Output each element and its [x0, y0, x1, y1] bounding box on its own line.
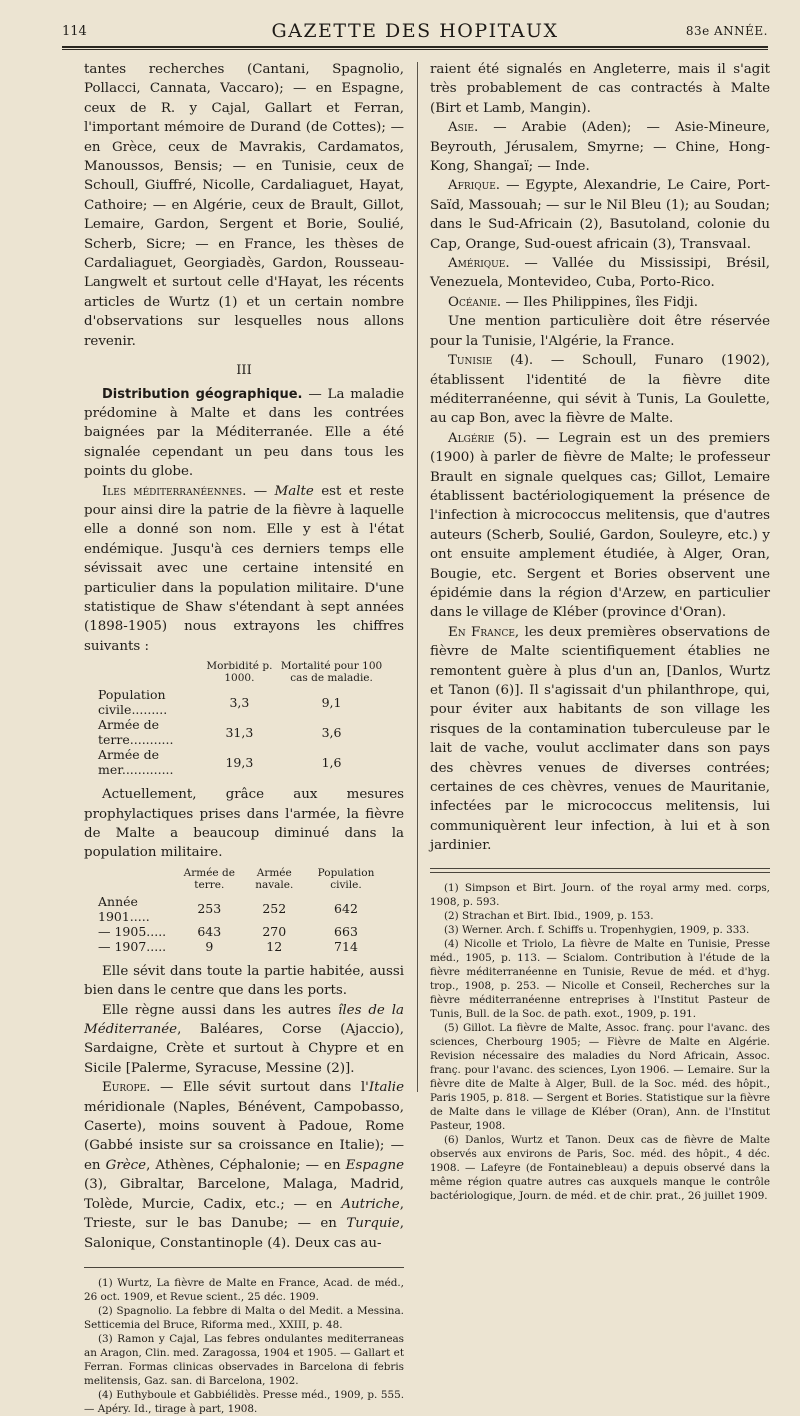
- table-row: Année 1901..... 253 252 642: [98, 893, 358, 924]
- footnote: (4) Nicolle et Triolo, La fièvre de Malte en Tunisie, Presse méd., 1905, p. 113. — Scialom. Contribution à l'étude de la fièvre méditerranéenne en Tunisie, Revue de méd. et d'hyg. trop., 1908, p. 253. — Nicolle et Conseil, Recherches sur la fièvre méditerranéenne entreprises à l'Institut Pasteur de Tunis, Bull. de la Soc. de path. exot., 1909, p. 191.: [430, 937, 770, 1020]
- subsection-lead: Océanie.: [448, 294, 502, 310]
- paragraph: Océanie. — Iles Philippines, îles Fidji.: [448, 294, 699, 310]
- paragraph: Elle sévit dans toute la partie habitée, aussi bien dans le centre que dans les ports.: [84, 963, 404, 999]
- paragraph: Amérique. — Vallée du Mississipi, Brésil, Venezuela, Montevideo, Cuba, Porto-Rico.: [430, 256, 770, 291]
- table-row: Armée de terre........... 31,3 3,6: [98, 717, 342, 748]
- paragraph: Asie. — Arabie (Aden); — Asie-Mineure, Beyrouth, Jérusalem, Smyrne; — Chine, Hong-Kong, Shangaï; — Inde.: [430, 120, 770, 175]
- paragraph: Europe. — Elle sévit surtout dans l'Italie méridionale (Naples, Bénévent, Campobasso, Caserte), moins souvent à Padoue, Rome (Gabbé insiste sur sa croissance en Italie); — en Grèce, Athènes, Céphalonie; — en Espagne (3), Gibraltar, Barcelone, Malaga, Madrid, Tolède, Murcie, Cadix, etc.; — en Autriche, Trieste, sur le bas Danube; — en Turquie, Salonique, Constantinople (4). Deux cas au-: [84, 1080, 404, 1251]
- footnote: (2) Spagnolio. La febbre di Malta o del Medit. a Messina. Setticemia del Bruce, Riforma med., XXIII, p. 48.: [84, 1304, 404, 1331]
- footnotes: [430, 881, 770, 1203]
- paragraph: Afrique. — Egypte, Alexandrie, Le Caire, Port-Saïd, Massouah; — sur le Nil Bleu (1); au Soudan; dans le Sud-Africain (2), Basutoland, colonie du Cap, Orange, Sud-ouest africain (3), Transvaal.: [430, 178, 770, 252]
- paragraph: En France, les deux premières observations de fièvre de Malte scientifiquement établies ne remontent guère à plus d'un an, [Danlos, Wurtz et Tanon (6)]. Il s'agissait d'un philanthrope, qui, pour éviter aux habitants de son village les risques de la contamination tuberculeuse par le lait de vache, voulut acclimater dans son pays des chèvres venues de diverses contrées; certaines de ces chèvres, venues de Mauritanie, infectées par le micrococcus melitensis, lui communiquèrent leur infection, à lui et à son jardinier.: [430, 624, 770, 854]
- paragraph: tantes recherches (Cantani, Spagnolio, Pollacci, Cannata, Vaccaro); — en Espagne, ceux de R. y Cajal, Gallart et Ferran, l'important mémoire de Durand (de Cottes); — en Grèce, ceux de Mavrakis, Cardamatos, Manoussos, Bensis; — en Tunisie, ceux de Schoull, Giuffré, Nicolle, Cardaliaguet, Hayat, Cathoire; — en Algérie, ceux de Brault, Gillot, Lemaire, Gardon, Sergent et Borie, Soulié, Scherb, Sicre; — en France, les thèses de Cardaliaguet, Georgiadès, Gardon, Rousseau-Langwelt et surtout celle d'Hayat, les récents articles de Wurtz (1) et un certain nombre d'observations sur lesquelles nous allons revenir.: [84, 62, 404, 349]
- table-row: — 1905..... 643 270 663: [98, 923, 358, 939]
- page-header: [62, 18, 768, 44]
- section-number: III: [236, 363, 252, 379]
- paragraph: Algérie (5). — Legrain est un des premiers (1900) à parler de fièvre de Malte; le professeur Brault en signale quelques cas; Gillot, Lemaire établissent bactériologiquement la présence de l'infection à micrococcus melitensis, que d'autres auteurs (Scherb, Soulié, Gardon, Souleyre, etc.) y ont ensuite amplement étudiée, à Alger, Oran, Bougie, etc. Sergent et Bories observent une épidémie dans la région d'Arzew, en particulier dans le village de Kléber (province d'Oran).: [430, 430, 770, 621]
- footnote: (2) Strachan et Birt. Ibid., 1909, p. 153.: [444, 909, 654, 922]
- right-column: [430, 60, 770, 1203]
- volume-year: 83e ANNÉE.: [685, 24, 768, 38]
- cases-by-year-table: Armée de terre. Armée navale. Population civile. Année 1901..... 253 252 642 — 1905..... 643 270 663 — 1907..... 9 12 714: [96, 867, 386, 954]
- subsection-lead: Iles méditerranéennes.: [102, 483, 247, 499]
- footnote: (4) Euthyboule et Gabbiélidès. Presse méd., 1909, p. 555. — Apéry. Id., tirage à part, 1908.: [84, 1388, 404, 1415]
- subsection-lead: Europe.: [102, 1080, 151, 1096]
- paragraph: Actuellement, grâce aux mesures prophylactiques prises dans l'armée, la fièvre de Malte a beaucoup diminué dans la population militaire.: [84, 787, 404, 861]
- footnote-rule: [430, 868, 770, 873]
- subsection-lead: Asie.: [448, 120, 479, 136]
- footnote: (6) Danlos, Wurtz et Tanon. Deux cas de fièvre de Malte observés aux environs de Paris, Soc. méd. des hôpit., 4 déc. 1908. — Lafeyre (de Fontainebleau) a depuis observé dans la même région quatre autres cas auxquels manque le contrôle bactériologique, Journ. de méd. et de chir. prat., 26 juillet 1909.: [430, 1133, 770, 1202]
- journal-title: GAZETTE DES HOPITAUX: [271, 20, 559, 42]
- footnote: (5) Gillot. La fièvre de Malte, Assoc. franç. pour l'avanc. des sciences, Cherbourg 1905; — Fièvre de Malte en Algérie. Revision nécessaire des maladies du Nord Africain, Assoc. franç. pour l'avanc. des sciences, Lyon 1906. — Lemaire. Sur la fièvre dite de Malte à Alger, Bull. de la Soc. méd. des hôpit., Paris 1905, p. 818. — Sergent et Bories. Statistique sur la fièvre de Malte dans le village de Kléber (Oran), Ann. de l'Institut Pasteur, 1908.: [430, 1021, 770, 1132]
- morbidity-table: Morbidité p. 1000. Mortalité pour 100 cas de maladie. Population civile......... 3,3 9,1 Armée de terre........... 31,3 3,6 Armée de mer............. 19,3 1,6: [96, 660, 386, 777]
- subsection-lead: Afrique.: [448, 178, 501, 194]
- footnote-rule: [84, 1267, 404, 1268]
- footnote: (1) Wurtz, La fièvre de Malte en France, Acad. de méd., 26 oct. 1909, et Revue scient., 25 déc. 1909.: [84, 1276, 404, 1303]
- footnote: (3) Ramon y Cajal, Las febres ondulantes mediterraneas an Aragon, Clin. med. Zaragossa, 1904 et 1905. — Gallart et Ferran. Formas clinicas observades in Barcelona di febris melitensis, Gaz. san. di Barcelona, 1902.: [84, 1332, 404, 1387]
- left-column: [84, 60, 404, 1416]
- paragraph: Iles méditerranéennes. — Malte est et reste pour ainsi dire la patrie de la fièvre à laquelle elle a donné son nom. Elle y est à l'état endémique. Jusqu'à ces derniers temps elle sévissait avec une certaine intensité en particulier dans la population militaire. D'une statistique de Shaw s'étendant à sept années (1898-1905) nous extrayons les chiffres suivants :: [84, 483, 404, 654]
- column-divider: [417, 62, 418, 1092]
- paragraph: Tunisie (4). — Schoull, Funaro (1902), établissent l'identité de la fièvre dite méditerranéenne, qui sévit à Tunis, La Goulette, au cap Bon, avec la fièvre de Malte.: [430, 353, 770, 427]
- footnote: (3) Werner. Arch. f. Schiffs u. Tropenhygien, 1909, p. 333.: [444, 923, 750, 936]
- subsection-lead: En France,: [448, 624, 520, 640]
- subsection-lead: Amérique.: [448, 256, 510, 272]
- header-rule: [62, 46, 768, 50]
- table-row: Armée de mer............. 19,3 1,6: [98, 747, 342, 778]
- paragraph: Une mention particulière doit être réservée pour la Tunisie, l'Algérie, la France.: [430, 314, 770, 349]
- paragraph: Distribution géographique. — La maladie prédomine à Malte et dans les contrées baignées par la Méditerranée. Elle a été signalée cependant un peu dans tous les points du globe.: [84, 386, 405, 480]
- footnote: (1) Simpson et Birt. Journ. of the royal army med. corps, 1908, p. 593.: [430, 881, 770, 908]
- table-row: — 1907..... 9 12 714: [98, 938, 358, 954]
- paragraph: Elle règne aussi dans les autres îles de la Méditerranée, Baléares, Corse (Ajaccio), Sardaigne, Crète et surtout à Chypre et en Sicile [Palerme, Syracuse, Messine (2)].: [84, 1002, 405, 1076]
- section-heading: Distribution géographique.: [102, 386, 303, 402]
- footnotes: [84, 1276, 404, 1416]
- subsection-lead: Tunisie: [448, 353, 493, 369]
- paragraph: raient été signalés en Angleterre, mais il s'agit très probablement de cas contractés à Malte (Birt et Lamb, Mangin).: [430, 62, 770, 116]
- table-row: Population civile......... 3,3 9,1: [98, 687, 342, 718]
- subsection-lead: Algérie: [448, 430, 495, 446]
- page-number: 114: [62, 24, 87, 39]
